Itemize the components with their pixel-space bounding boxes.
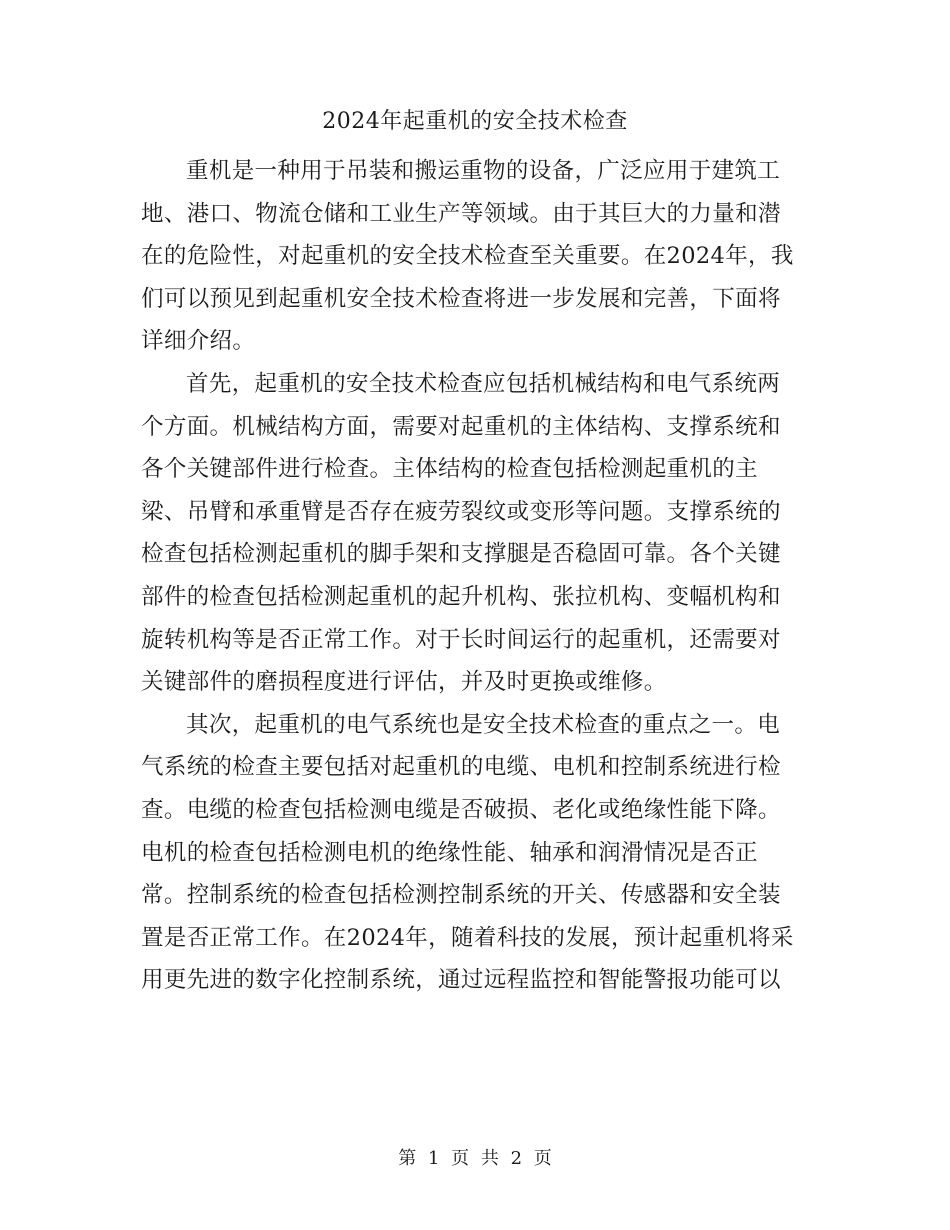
paragraph-line: 电机的检查包括检测电机的绝缘性能、轴承和润滑情况是否正 — [141, 839, 758, 866]
paragraph-line: 其次，起重机的电气系统也是安全技术检查的重点之一。电 — [186, 711, 781, 738]
paragraph-line: 梁、吊臂和承重臂是否存在疲劳裂纹或变形等问题。支撑系统的 — [141, 498, 781, 525]
paragraph-line: 各个关键部件进行检查。主体结构的检查包括检测起重机的主 — [141, 456, 758, 483]
paragraph-line: 用更先进的数字化控制系统，通过远程监控和智能警报功能可以 — [141, 967, 781, 994]
paragraph-line: 常。控制系统的检查包括检测控制系统的开关、传感器和安全装 — [141, 882, 781, 909]
paragraph-line: 们可以预见到起重机安全技术检查将进一步发展和完善，下面将 — [141, 285, 781, 312]
paragraph-line: 地、港口、物流仓储和工业生产等领域。由于其巨大的力量和潜 — [141, 200, 781, 227]
paragraph-line: 旋转机构等是否正常工作。对于长时间运行的起重机，还需要对 — [141, 626, 781, 653]
paragraph-line: 检查包括检测起重机的脚手架和支撑腿是否稳固可靠。各个关键 — [141, 541, 781, 568]
paragraph-line: 部件的检查包括检测起重机的起升机构、张拉机构、变幅机构和 — [141, 583, 781, 610]
paragraph-line: 首先，起重机的安全技术检查应包括机械结构和电气系统两 — [186, 370, 781, 397]
paragraph-line: 详细介绍。 — [141, 328, 256, 355]
paragraph-line: 个方面。机械结构方面，需要对起重机的主体结构、支撑系统和 — [141, 413, 781, 440]
paragraph-line: 置是否正常工作。在2024年，随着科技的发展，预计起重机将采 — [141, 924, 794, 951]
document-title: 2024年起重机的安全技术检查 — [322, 109, 628, 134]
paragraph-line: 在的危险性，对起重机的安全技术检查至关重要。在2024年，我 — [141, 243, 794, 270]
page-number-footer: 第 1 页 共 2 页 — [398, 1148, 552, 1169]
paragraph-line: 重机是一种用于吊装和搬运重物的设备，广泛应用于建筑工 — [186, 158, 781, 184]
paragraph-line: 关键部件的磨损程度进行评估，并及时更换或维修。 — [141, 669, 667, 696]
paragraph-line: 查。电缆的检查包括检测电缆是否破损、老化或绝缘性能下降。 — [141, 796, 781, 823]
document-body — [141, 150, 809, 1002]
paragraph-line: 气系统的检查主要包括对起重机的电缆、电机和控制系统进行检 — [141, 754, 781, 781]
